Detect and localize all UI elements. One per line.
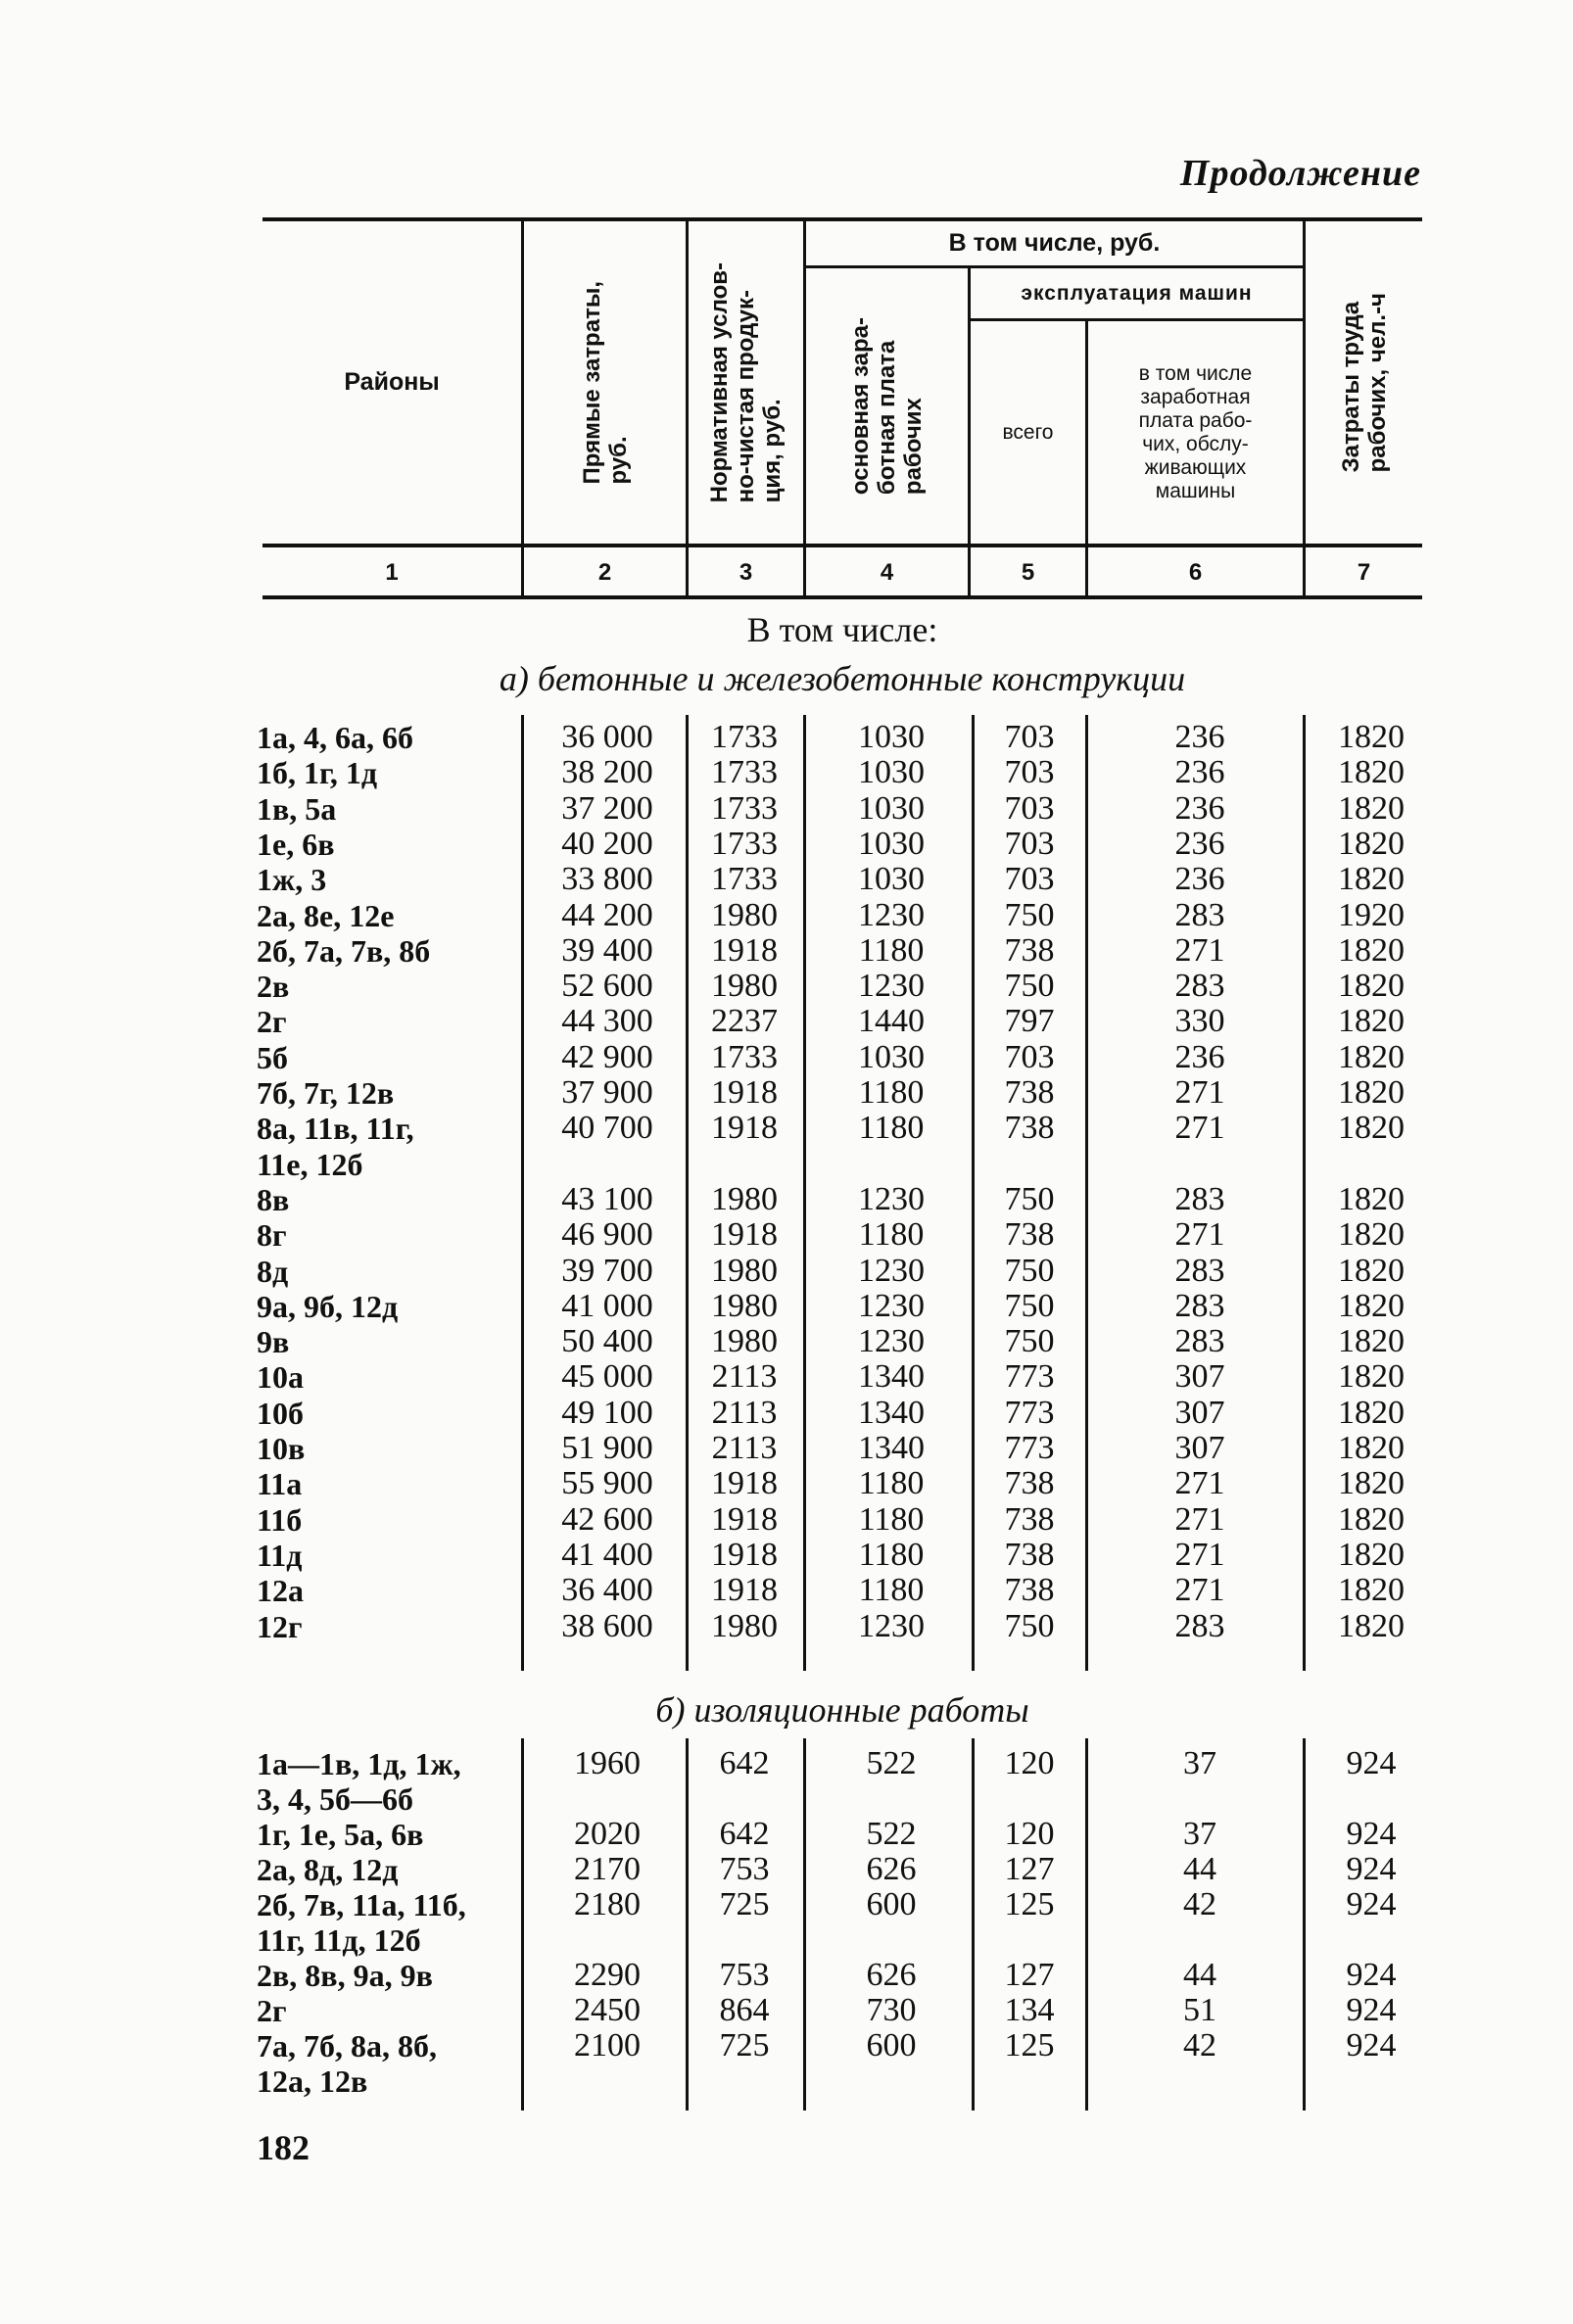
region-cell: 8д [257,1253,289,1289]
normative-product-cell: 1918 [711,1500,778,1538]
normative-product-cell: 1733 [711,825,778,862]
base-wage-cell: 730 [866,1992,917,2028]
machines-wage-cell: 44 [1183,1957,1216,1993]
labor-costs-cell: 1820 [1338,1003,1405,1040]
header-labor-costs: Затраты труда рабочих, чел.-ч [1337,292,1391,473]
labor-costs-cell: 1820 [1338,1216,1405,1254]
machines-wage-cell: 307 [1174,1430,1225,1466]
machines-total-cell: 703 [1004,825,1055,862]
direct-costs-cell: 38 600 [561,1607,653,1644]
table-row [0,862,1573,897]
region-cell-continuation: 11г, 11д, 12б [257,1922,421,1958]
header-machines-total: всего [1002,420,1054,444]
machines-total-cell: 703 [1004,1038,1055,1075]
base-wage-cell: 1180 [858,1465,925,1502]
base-wage-cell: 626 [866,1851,917,1887]
normative-product-cell: 1918 [711,1110,778,1147]
machines-total-cell: 738 [1004,931,1055,969]
direct-costs-cell: 39 700 [561,1252,653,1289]
table-row [0,1182,1573,1217]
base-wage-cell: 1340 [858,1430,925,1466]
direct-costs-cell: 2290 [574,1957,641,1993]
normative-product-cell: 1918 [711,1216,778,1254]
labor-costs-cell: 1820 [1338,1536,1405,1573]
direct-costs-cell: 42 600 [561,1500,653,1538]
normative-product-cell: 2113 [711,1358,778,1396]
labor-costs-cell: 1820 [1338,1074,1405,1111]
region-cell: 11а [257,1466,303,1502]
machines-wage-cell: 271 [1174,1500,1225,1538]
region-cell: 1б, 1г, 1д [257,755,378,791]
continuation-label: Продолжение [1179,153,1421,194]
table-row-continuation [0,1147,1573,1182]
colnum-6: 6 [1188,559,1203,586]
table-row [0,1217,1573,1253]
machines-total-cell: 703 [1004,719,1055,755]
base-wage-cell: 1030 [858,825,925,862]
machines-total-cell: 750 [1004,1607,1055,1644]
direct-costs-cell: 36 000 [561,719,653,755]
base-wage-cell: 1030 [858,754,925,791]
normative-product-cell: 1980 [711,896,778,933]
normative-product-cell: 1733 [711,1038,778,1075]
labor-costs-cell: 1820 [1338,719,1405,755]
table-row [0,1431,1573,1466]
direct-costs-cell: 55 900 [561,1465,653,1502]
machines-wage-cell: 283 [1174,896,1225,933]
region-cell: 7б, 7г, 12в [257,1075,395,1111]
machines-total-cell: 738 [1004,1465,1055,1502]
normative-product-cell: 1980 [711,968,778,1005]
machines-wage-cell: 283 [1174,1607,1225,1644]
machines-total-cell: 125 [1004,2027,1055,2063]
normative-product-cell: 1918 [711,1572,778,1609]
labor-costs-cell: 1820 [1338,1500,1405,1538]
direct-costs-cell: 52 600 [561,968,653,1005]
machines-total-cell: 750 [1004,1287,1055,1324]
table-row [0,1746,1573,1781]
normative-product-cell: 1733 [711,789,778,827]
region-cell: 11д [257,1537,303,1573]
labor-costs-cell: 1820 [1338,931,1405,969]
table-row [0,1573,1573,1608]
table-row [0,720,1573,755]
machines-total-cell: 750 [1004,1252,1055,1289]
base-wage-cell: 1440 [858,1003,925,1040]
base-wage-cell: 1230 [858,896,925,933]
labor-costs-cell: 1820 [1338,1323,1405,1360]
normative-product-cell: 1980 [711,1252,778,1289]
direct-costs-cell: 46 900 [561,1216,653,1254]
base-wage-cell: 600 [866,2027,917,2063]
labor-costs-cell: 1820 [1338,1252,1405,1289]
region-cell: 10а [257,1359,304,1396]
direct-costs-cell: 36 400 [561,1572,653,1609]
base-wage-cell: 1180 [858,1074,925,1111]
normative-product-cell: 1980 [711,1287,778,1324]
base-wage-cell: 1030 [858,789,925,827]
direct-costs-cell: 2180 [574,1886,641,1922]
machines-wage-cell: 236 [1174,754,1225,791]
machines-total-cell: 750 [1004,968,1055,1005]
direct-costs-cell: 1960 [574,1745,641,1781]
table-row [0,827,1573,862]
machines-wage-cell: 44 [1183,1851,1216,1887]
base-wage-cell: 1180 [858,931,925,969]
labor-costs-cell: 1820 [1338,1038,1405,1075]
labor-costs-cell: 1820 [1338,754,1405,791]
normative-product-cell: 725 [719,2027,770,2063]
direct-costs-cell: 2170 [574,1851,641,1887]
machines-wage-cell: 283 [1174,968,1225,1005]
direct-costs-cell: 50 400 [561,1323,653,1360]
normative-product-cell: 753 [719,1851,770,1887]
machines-wage-cell: 271 [1174,1216,1225,1254]
machines-wage-cell: 271 [1174,1110,1225,1147]
header-base-wage: основная зара- ботная плата рабочих [847,316,927,496]
machines-wage-cell: 51 [1183,1992,1216,2028]
labor-costs-cell: 1820 [1338,1430,1405,1466]
page-number: 182 [257,2128,310,2167]
table-row [0,933,1573,969]
base-wage-cell: 1030 [858,719,925,755]
header-normative-product: Нормативная услов- но-чистая продук- ция, руб. [706,261,786,503]
normative-product-cell: 1980 [711,1180,778,1217]
table-row [0,791,1573,827]
direct-costs-cell: 51 900 [561,1430,653,1466]
machines-wage-cell: 42 [1183,1886,1216,1922]
base-wage-cell: 1230 [858,1287,925,1324]
base-wage-cell: 626 [866,1957,917,1993]
machines-wage-cell: 271 [1174,1074,1225,1111]
region-cell: 12а [257,1573,304,1609]
machines-wage-cell: 283 [1174,1180,1225,1217]
normative-product-cell: 1918 [711,931,778,969]
machines-wage-cell: 271 [1174,1536,1225,1573]
machines-wage-cell: 37 [1183,1816,1216,1852]
region-cell: 2г [257,1993,287,2028]
direct-costs-cell: 41 400 [561,1536,653,1573]
direct-costs-cell: 40 700 [561,1110,653,1147]
table-row [0,1396,1573,1431]
labor-costs-cell: 1820 [1338,1110,1405,1147]
base-wage-cell: 1230 [858,1323,925,1360]
machines-wage-cell: 330 [1174,1003,1225,1040]
normative-product-cell: 1980 [711,1323,778,1360]
machines-wage-cell: 236 [1174,861,1225,898]
base-wage-cell: 1340 [858,1358,925,1396]
table-row [0,1466,1573,1501]
region-cell: 8г [257,1217,287,1254]
machines-total-cell: 738 [1004,1216,1055,1254]
table-row [0,969,1573,1004]
machines-wage-cell: 236 [1174,789,1225,827]
region-cell: 7а, 7б, 8а, 8б, [257,2028,437,2063]
normative-product-cell: 753 [719,1957,770,1993]
direct-costs-cell: 37 200 [561,789,653,827]
base-wage-cell: 1180 [858,1110,925,1147]
region-cell: 2г [257,1004,287,1040]
labor-costs-cell: 1820 [1338,825,1405,862]
region-cell-continuation: 12а, 12в [257,2063,368,2099]
normative-product-cell: 1918 [711,1465,778,1502]
direct-costs-cell: 49 100 [561,1394,653,1431]
table-row-continuation [0,1781,1573,1817]
colnum-3: 3 [739,559,753,586]
normative-product-cell: 642 [719,1816,770,1852]
machines-total-cell: 773 [1004,1430,1055,1466]
direct-costs-cell: 37 900 [561,1074,653,1111]
direct-costs-cell: 41 000 [561,1287,653,1324]
base-wage-cell: 1030 [858,1038,925,1075]
base-wage-cell: 522 [866,1816,917,1852]
machines-total-cell: 750 [1004,896,1055,933]
region-cell: 1е, 6в [257,826,335,862]
machines-wage-cell: 236 [1174,1038,1225,1075]
machines-total-cell: 738 [1004,1074,1055,1111]
region-cell: 1а, 4, 6а, 6б [257,720,413,755]
machines-wage-cell: 271 [1174,1572,1225,1609]
colnum-2: 2 [597,559,612,586]
labor-costs-cell: 1820 [1338,789,1405,827]
labor-costs-cell: 924 [1346,2027,1397,2063]
labor-costs-cell: 924 [1346,1957,1397,1993]
colnum-bottom-rule [262,595,1422,599]
region-cell: 1ж, 3 [257,862,327,898]
table-row [0,1359,1573,1395]
direct-costs-cell: 33 800 [561,861,653,898]
machines-total-cell: 120 [1004,1816,1055,1852]
machines-total-cell: 127 [1004,1851,1055,1887]
region-cell: 8в [257,1181,290,1217]
region-cell: 11б [257,1501,303,1538]
normative-product-cell: 1733 [711,754,778,791]
labor-costs-cell: 924 [1346,1745,1397,1781]
table-row [0,1817,1573,1852]
labor-costs-cell: 1820 [1338,1465,1405,1502]
table-row [0,1852,1573,1887]
direct-costs-cell: 43 100 [561,1180,653,1217]
normative-product-cell: 864 [719,1992,770,2028]
machines-total-cell: 738 [1004,1572,1055,1609]
header-machines-wage: в том числе заработная плата рабо- чих, обслу- живающих машины [1138,361,1253,502]
region-cell: 8а, 11в, 11г, [257,1111,414,1147]
table-row [0,898,1573,933]
base-wage-cell: 1230 [858,1607,925,1644]
base-wage-cell: 1180 [858,1536,925,1573]
machines-total-cell: 127 [1004,1957,1055,1993]
labor-costs-cell: 1820 [1338,861,1405,898]
machines-wage-cell: 307 [1174,1394,1225,1431]
machines-total-cell: 703 [1004,754,1055,791]
machines-wage-cell: 236 [1174,825,1225,862]
base-wage-cell: 1230 [858,1252,925,1289]
table-row-continuation [0,2063,1573,2099]
header-machines-group: эксплуатация машин [1021,281,1253,305]
header-regions: Районы [344,368,440,396]
colnum-5: 5 [1021,559,1035,586]
region-cell: 2в [257,969,290,1005]
table-row [0,1111,1573,1146]
machines-total-cell: 773 [1004,1394,1055,1431]
normative-product-cell: 725 [719,1886,770,1922]
table-row [0,1538,1573,1573]
normative-product-cell: 1980 [711,1607,778,1644]
colnum-1: 1 [385,559,399,586]
region-cell: 2а, 8д, 12д [257,1852,399,1887]
labor-costs-cell: 1820 [1338,1180,1405,1217]
machines-total-cell: 738 [1004,1500,1055,1538]
table-row [0,755,1573,790]
direct-costs-cell: 38 200 [561,754,653,791]
normative-product-cell: 2113 [711,1394,778,1431]
machines-wage-cell: 283 [1174,1252,1225,1289]
machines-total-cell: 750 [1004,1180,1055,1217]
header-bottom-rule [262,544,1422,547]
machines-total-cell: 120 [1004,1745,1055,1781]
labor-costs-cell: 1820 [1338,1287,1405,1324]
table-row [0,1993,1573,2028]
colnum-4: 4 [880,559,894,586]
base-wage-cell: 600 [866,1886,917,1922]
direct-costs-cell: 2450 [574,1992,641,2028]
base-wage-cell: 1180 [858,1500,925,1538]
normative-product-cell: 1733 [711,861,778,898]
region-cell: 1в, 5а [257,790,337,827]
labor-costs-cell: 1820 [1338,1358,1405,1396]
machines-wage-cell: 307 [1174,1358,1225,1396]
labor-costs-cell: 1820 [1338,1394,1405,1431]
table-row [0,1324,1573,1359]
region-cell-continuation: 11е, 12б [257,1146,363,1182]
table-row [0,2028,1573,2063]
machines-total-cell: 703 [1004,861,1055,898]
machines-wage-cell: 271 [1174,931,1225,969]
labor-costs-cell: 924 [1346,1816,1397,1852]
machines-wage-cell: 271 [1174,1465,1225,1502]
normative-product-cell: 642 [719,1745,770,1781]
machines-total-cell: 738 [1004,1536,1055,1573]
table-row [0,1075,1573,1111]
labor-costs-cell: 1820 [1338,968,1405,1005]
region-cell: 5б [257,1039,288,1075]
labor-costs-cell: 1820 [1338,1572,1405,1609]
header-group: В том числе, руб. [948,229,1161,257]
machines-total-cell: 125 [1004,1886,1055,1922]
base-wage-cell: 1180 [858,1572,925,1609]
machines-total-cell: 750 [1004,1323,1055,1360]
region-cell: 2а, 8е, 12е [257,897,395,933]
machines-total-cell: 773 [1004,1358,1055,1396]
region-cell: 2в, 8в, 9а, 9в [257,1958,433,1993]
labor-costs-cell: 924 [1346,1992,1397,2028]
section-b-title: б) изоляционные работы [655,1690,1029,1730]
section-a-title: а) бетонные и железобетонные конструкции [499,659,1186,698]
table-row [0,1609,1573,1644]
colnum-7: 7 [1357,559,1371,586]
direct-costs-cell: 45 000 [561,1358,653,1396]
machines-wage-cell: 283 [1174,1323,1225,1360]
region-cell: 9а, 9б, 12д [257,1288,399,1324]
region-cell: 2б, 7а, 7в, 8б [257,932,431,969]
region-cell: 10в [257,1431,306,1466]
table-row [0,1040,1573,1075]
table-row [0,1289,1573,1324]
machines-total-cell: 134 [1004,1992,1055,2028]
table-row [0,1502,1573,1538]
normative-product-cell: 1733 [711,719,778,755]
table-row-continuation [0,1922,1573,1958]
labor-costs-cell: 1920 [1338,896,1405,933]
normative-product-cell: 2113 [711,1430,778,1466]
base-wage-cell: 1030 [858,861,925,898]
machines-wage-cell: 37 [1183,1745,1216,1781]
table-row [0,1254,1573,1289]
table-row [0,1004,1573,1039]
machines-total-cell: 703 [1004,789,1055,827]
region-cell: 12г [257,1608,303,1644]
labor-costs-cell: 924 [1346,1886,1397,1922]
direct-costs-cell: 2020 [574,1816,641,1852]
machines-total-cell: 738 [1004,1110,1055,1147]
normative-product-cell: 1918 [711,1536,778,1573]
base-wage-cell: 1230 [858,1180,925,1217]
direct-costs-cell: 44 300 [561,1003,653,1040]
table-row [0,1887,1573,1922]
direct-costs-cell: 39 400 [561,931,653,969]
region-cell: 1а—1в, 1д, 1ж, [257,1746,461,1781]
base-wage-cell: 522 [866,1745,917,1781]
machines-total-cell: 797 [1004,1003,1055,1040]
region-cell: 1г, 1е, 5а, 6в [257,1817,424,1852]
base-wage-cell: 1340 [858,1394,925,1431]
direct-costs-cell: 40 200 [561,825,653,862]
normative-product-cell: 2237 [711,1003,778,1040]
table-row [0,1958,1573,1993]
machines-wage-cell: 42 [1183,2027,1216,2063]
direct-costs-cell: 44 200 [561,896,653,933]
base-wage-cell: 1180 [858,1216,925,1254]
direct-costs-cell: 2100 [574,2027,641,2063]
region-cell: 2б, 7в, 11а, 11б, [257,1887,466,1922]
region-cell: 10б [257,1395,304,1431]
normative-product-cell: 1918 [711,1074,778,1111]
subtitle: В том числе: [746,610,938,649]
region-cell-continuation: 3, 4, 5б—6б [257,1781,413,1817]
machines-wage-cell: 283 [1174,1287,1225,1324]
header-direct-costs: Прямые затраты, руб. [578,280,632,485]
labor-costs-cell: 924 [1346,1851,1397,1887]
labor-costs-cell: 1820 [1338,1607,1405,1644]
region-cell: 9в [257,1324,290,1360]
machines-wage-cell: 236 [1174,719,1225,755]
base-wage-cell: 1230 [858,968,925,1005]
direct-costs-cell: 42 900 [561,1038,653,1075]
